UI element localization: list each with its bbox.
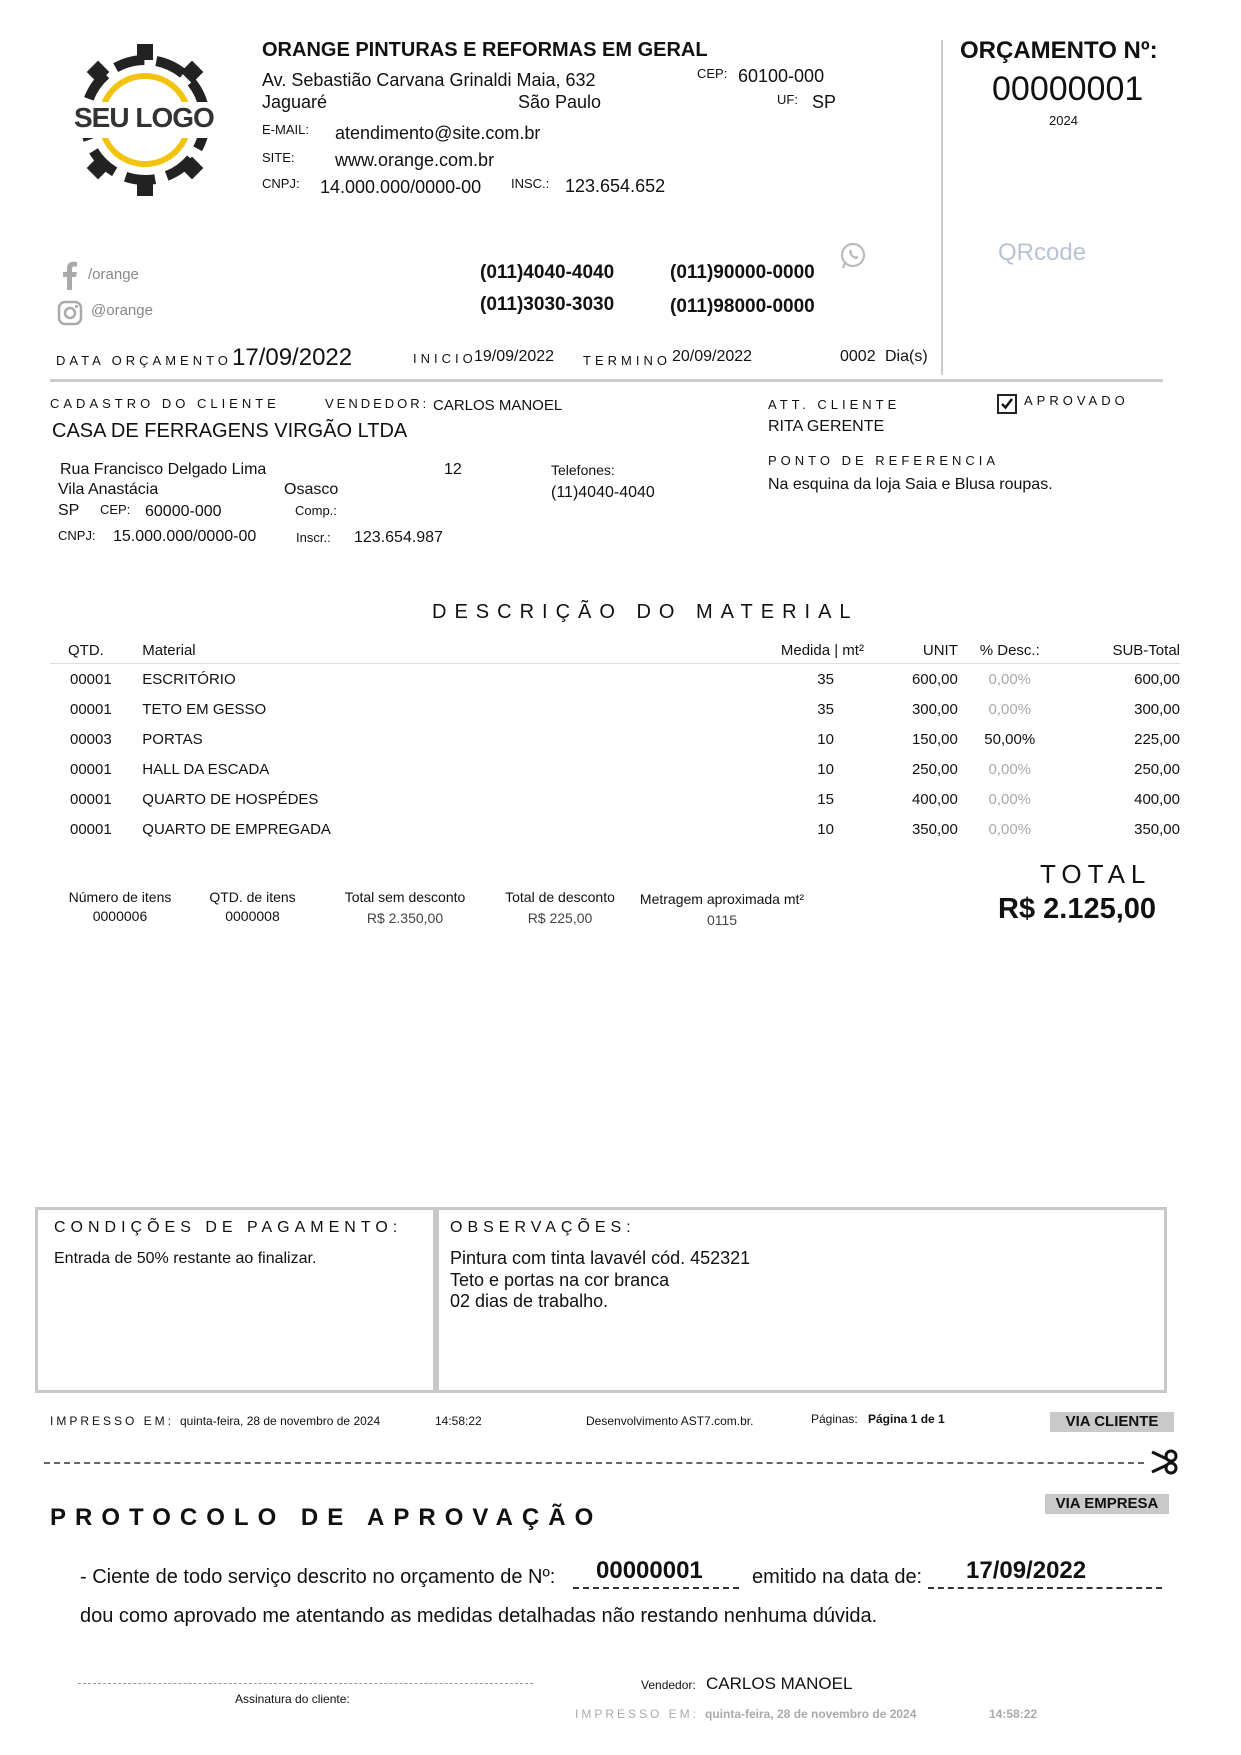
client-name: CASA DE FERRAGENS VIRGÃO LTDA <box>52 420 408 442</box>
approved-checkbox[interactable] <box>997 394 1017 414</box>
total-value: R$ 2.125,00 <box>998 893 1157 925</box>
col-material: Material <box>142 640 750 664</box>
printed-time: 14:58:22 <box>435 1414 482 1428</box>
developer-credit: Desenvolvimento AST7.com.br. <box>586 1414 754 1428</box>
company-insc-label: INSC.: <box>511 176 550 191</box>
client-inscr: 123.654.987 <box>354 529 443 546</box>
pages-value: Página 1 de 1 <box>868 1412 945 1426</box>
row-subtotal: 400,00 <box>1134 790 1180 808</box>
whatsapp-icon <box>838 241 868 271</box>
row-material: PORTAS <box>142 730 203 748</box>
col-discount: % Desc.: <box>958 640 1062 664</box>
cut-line <box>44 1462 1144 1464</box>
company-site: www.orange.com.br <box>335 150 495 170</box>
phone-1: (011)4040-4040 <box>480 262 615 283</box>
summary-items-count <box>50 889 190 924</box>
row-measure: 10 <box>817 760 834 778</box>
company-email-label: E-MAIL: <box>262 122 309 137</box>
material-title: DESCRIÇÃO DO MATERIAL <box>432 601 859 623</box>
row-subtotal: 225,00 <box>1134 730 1180 748</box>
area-label: Metragem aproximada mt² <box>639 891 805 907</box>
row-material: ESCRITÓRIO <box>142 670 236 688</box>
client-phones-label: Telefones: <box>551 462 615 478</box>
protocol-number: 00000001 <box>596 1557 703 1584</box>
row-qty: 00001 <box>70 820 112 838</box>
protocol-date-underline <box>928 1587 1162 1589</box>
items-count-label: Número de itens <box>68 889 172 905</box>
client-cep: 60000-000 <box>145 503 222 520</box>
phone-3: (011)3030-3030 <box>480 294 615 315</box>
facebook-handle: /orange <box>88 266 139 283</box>
company-email: atendimento@site.com.br <box>335 123 541 143</box>
notes-line-1: Pintura com tinta lavavél cód. 452321 <box>450 1248 751 1268</box>
scissors-icon <box>1150 1448 1180 1476</box>
company-uf: SP <box>812 92 837 112</box>
row-measure: 10 <box>817 730 834 748</box>
row-subtotal: 300,00 <box>1134 700 1180 718</box>
col-measure: Medida | mt² <box>750 640 864 664</box>
checkmark-icon <box>999 396 1015 412</box>
att-name: RITA GERENTE <box>768 418 885 435</box>
protocol-printed-label: IMPRESSO EM: <box>575 1707 700 1721</box>
client-inscr-label: Inscr.: <box>296 530 331 545</box>
instagram-handle: @orange <box>91 302 153 319</box>
row-discount: 0,00% <box>988 820 1032 838</box>
duration-days: 0002 <box>840 348 876 365</box>
qty-items-label: QTD. de itens <box>209 889 296 905</box>
quote-date: 17/09/2022 <box>232 344 353 371</box>
client-number: 12 <box>444 461 462 478</box>
area-value: 0115 <box>706 912 738 928</box>
table-row <box>50 664 1180 695</box>
start-date: 19/09/2022 <box>474 348 555 365</box>
protocol-title: PROTOCOLO DE APROVAÇÃO <box>50 1504 603 1531</box>
company-insc: 123.654.652 <box>565 176 666 196</box>
table-row <box>50 754 1180 784</box>
company-name: ORANGE PINTURAS E REFORMAS EM GERAL <box>262 39 708 61</box>
att-label: ATT. CLIENTE <box>768 397 901 412</box>
reference-text: Na esquina da loja Saia e Blusa roupas. <box>768 476 1053 493</box>
row-subtotal: 600,00 <box>1134 670 1180 688</box>
company-city: São Paulo <box>518 92 602 112</box>
protocol-date: 17/09/2022 <box>966 1557 1087 1584</box>
quote-year: 2024 <box>1049 113 1078 128</box>
protocol-printed-date: quinta-feira, 28 de novembro de 2024 <box>705 1707 917 1721</box>
signature-label: Assinatura do cliente: <box>235 1692 350 1706</box>
table-row <box>50 724 1180 754</box>
header-divider <box>941 40 943 375</box>
end-label: TERMINO <box>583 353 671 368</box>
row-measure: 35 <box>817 670 834 688</box>
table-row <box>50 694 1180 724</box>
protocol-printed-time: 14:58:22 <box>989 1707 1038 1721</box>
quote-title: ORÇAMENTO Nº: <box>960 37 1158 64</box>
row-qty: 00003 <box>70 730 112 748</box>
company-cnpj-label: CNPJ: <box>262 176 300 191</box>
logo-text: SEU LOGO <box>74 102 214 133</box>
payment-text: Entrada de 50% restante ao finalizar. <box>54 1250 317 1267</box>
protocol-line2: dou como aprovado me atentando as medidas detalhadas não restando nenhuma dúvida. <box>80 1605 878 1627</box>
row-unit: 400,00 <box>911 790 958 808</box>
summary-qty-items <box>190 889 315 924</box>
approved-label: APROVADO <box>1024 393 1129 408</box>
col-unit: UNIT <box>864 640 958 664</box>
table-row <box>50 814 1180 844</box>
client-cep-label: CEP: <box>100 502 131 517</box>
row-material: QUARTO DE HOSPÉDES <box>142 790 319 808</box>
duration-label: Dia(s) <box>885 348 928 365</box>
client-cnpj-label: CNPJ: <box>58 528 96 543</box>
reference-label: PONTO DE REFERENCIA <box>768 453 1000 468</box>
company-cnpj: 14.000.000/0000-00 <box>320 177 482 197</box>
col-subtotal: SUB-Total <box>1062 640 1180 664</box>
row-qty: 00001 <box>70 700 112 718</box>
notes-line-3: 02 dias de trabalho. <box>450 1291 609 1311</box>
end-date: 20/09/2022 <box>672 348 753 365</box>
summary-total-no-discount <box>330 889 480 926</box>
row-discount: 0,00% <box>988 670 1032 688</box>
phone-4: (011)98000-0000 <box>670 296 815 317</box>
client-comp-label: Comp.: <box>295 503 337 518</box>
protocol-line1-prefix: - Ciente de todo serviço descrito no orçamento de Nº: <box>80 1566 556 1588</box>
row-unit: 600,00 <box>911 670 958 688</box>
material-table <box>50 640 1180 844</box>
company-address: Av. Sebastião Carvana Grinaldi Maia, 632 <box>262 70 596 90</box>
row-measure: 15 <box>817 790 834 808</box>
row-qty: 00001 <box>70 790 112 808</box>
via-cliente-badge: VIA CLIENTE <box>1050 1412 1174 1432</box>
client-district: Vila Anastácia <box>58 481 159 498</box>
table-row <box>50 784 1180 814</box>
row-material: QUARTO DE EMPREGADA <box>142 820 331 838</box>
row-unit: 350,00 <box>911 820 958 838</box>
row-discount: 50,00% <box>984 730 1036 748</box>
client-city: Osasco <box>284 481 339 498</box>
total-no-discount-label: Total sem desconto <box>344 889 466 905</box>
total-label: TOTAL <box>1040 859 1152 889</box>
notes-label: OBSERVAÇÕES: <box>450 1219 636 1236</box>
notes-line-2: Teto e portas na cor branca <box>450 1270 670 1290</box>
client-phone: (11)4040-4040 <box>551 484 655 501</box>
protocol-seller-label: Vendedor: <box>641 1678 696 1692</box>
row-unit: 150,00 <box>911 730 958 748</box>
protocol-seller: CARLOS MANOEL <box>706 1674 853 1693</box>
payment-label: CONDIÇÕES DE PAGAMENTO: <box>54 1219 403 1236</box>
printed-date: quinta-feira, 28 de novembro de 2024 <box>180 1414 381 1428</box>
row-discount: 0,00% <box>988 760 1032 778</box>
facebook-icon <box>58 260 80 290</box>
client-street: Rua Francisco Delgado Lima <box>60 461 267 478</box>
protocol-line1-mid: emitido na data de: <box>752 1566 923 1588</box>
row-qty: 00001 <box>70 760 112 778</box>
row-subtotal: 350,00 <box>1134 820 1180 838</box>
protocol-number-underline <box>573 1587 739 1589</box>
client-section-label: CADASTRO DO CLIENTE <box>50 396 280 411</box>
qrcode-placeholder: QRcode <box>998 239 1087 266</box>
total-discount-label: Total de desconto <box>505 889 615 905</box>
client-state: SP <box>58 502 80 519</box>
company-site-label: SITE: <box>262 150 295 165</box>
row-discount: 0,00% <box>988 700 1032 718</box>
company-logo <box>70 40 220 200</box>
row-unit: 300,00 <box>911 700 958 718</box>
company-cep-label: CEP: <box>697 66 728 81</box>
company-uf-label: UF: <box>777 92 798 107</box>
row-material: TETO EM GESSO <box>142 700 267 718</box>
seller-name: CARLOS MANOEL <box>433 397 563 414</box>
items-count-value: 0000006 <box>92 908 148 924</box>
row-measure: 35 <box>817 700 834 718</box>
row-material: HALL DA ESCADA <box>142 760 270 778</box>
seller-label: VENDEDOR: <box>325 396 430 411</box>
via-empresa-badge: VIA EMPRESA <box>1045 1494 1169 1514</box>
summary-total-discount <box>485 889 635 926</box>
instagram-icon <box>57 300 83 326</box>
client-cnpj: 15.000.000/0000-00 <box>113 528 257 545</box>
summary-area <box>632 891 812 928</box>
phone-2: (011)90000-0000 <box>670 262 815 283</box>
printed-label: IMPRESSO EM: <box>50 1414 175 1428</box>
row-measure: 10 <box>817 820 834 838</box>
date-label: DATA ORÇAMENTO <box>56 353 232 368</box>
header-bottom-rule <box>50 379 1163 382</box>
row-subtotal: 250,00 <box>1134 760 1180 778</box>
company-district: Jaguaré <box>262 92 328 112</box>
row-unit: 250,00 <box>911 760 958 778</box>
total-discount-value: R$ 225,00 <box>527 910 593 926</box>
signature-line <box>78 1683 533 1684</box>
row-qty: 00001 <box>70 670 112 688</box>
quote-number: 00000001 <box>992 70 1144 108</box>
total-no-discount-value: R$ 2.350,00 <box>366 910 444 926</box>
col-qty: QTD. <box>50 640 142 664</box>
company-cep: 60100-000 <box>738 66 825 86</box>
start-label: INICIO <box>413 351 477 366</box>
pages-label: Páginas: <box>811 1412 858 1426</box>
table-header-row <box>50 640 1180 664</box>
row-discount: 0,00% <box>988 790 1032 808</box>
qty-items-value: 0000008 <box>225 908 280 924</box>
